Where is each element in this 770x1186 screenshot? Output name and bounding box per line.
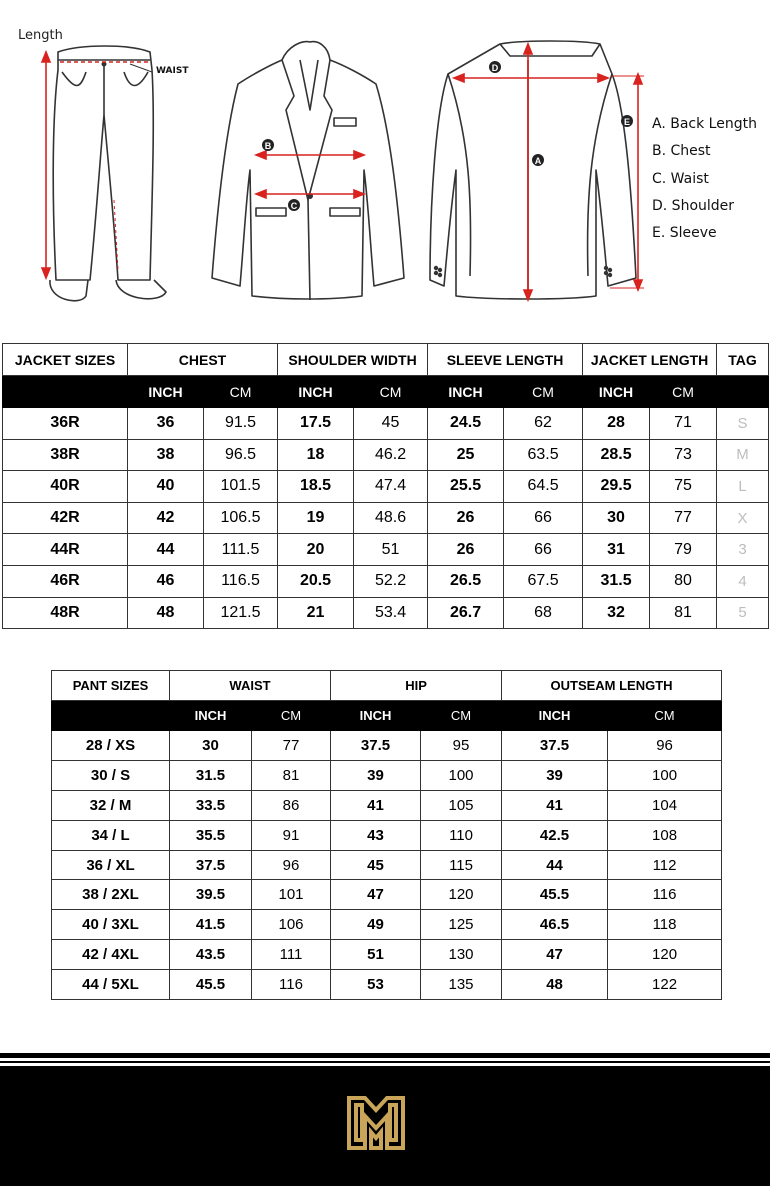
unit-label: INCH	[502, 701, 608, 731]
value-cell: 44	[502, 850, 608, 880]
value-cell: 116.5	[204, 565, 278, 597]
unit-label: CM	[354, 376, 428, 408]
jacket-sizes-header: JACKET SIZES	[3, 344, 128, 376]
tag-cell: 4	[717, 565, 769, 597]
tag-header: TAG	[717, 344, 769, 376]
size-cell: 30 / S	[52, 760, 170, 790]
table-row	[52, 880, 722, 910]
value-cell: 45.5	[502, 880, 608, 910]
value-cell: 31	[583, 534, 650, 566]
value-cell: 17.5	[278, 408, 354, 440]
table-row	[52, 940, 722, 970]
value-cell: 68	[504, 597, 583, 629]
value-cell: 111	[252, 940, 331, 970]
table-row	[52, 820, 722, 850]
value-cell: 48	[502, 970, 608, 1000]
value-cell: 30	[170, 731, 252, 761]
table-row	[3, 565, 769, 597]
tag-cell: L	[717, 471, 769, 503]
value-cell: 46	[128, 565, 204, 597]
value-cell: 46.2	[354, 439, 428, 471]
waist-header: WAIST	[170, 671, 331, 701]
marker-a-label: A	[534, 156, 542, 166]
value-cell: 104	[608, 790, 722, 820]
value-cell: 120	[608, 940, 722, 970]
size-cell: 44 / 5XL	[52, 970, 170, 1000]
unit-blank	[52, 701, 170, 731]
legend-item-chest: B. Chest	[652, 143, 711, 160]
value-cell: 79	[650, 534, 717, 566]
value-cell: 26	[428, 502, 504, 534]
size-cell: 40 / 3XL	[52, 910, 170, 940]
marker-e	[621, 115, 633, 127]
jacket-unit-row	[3, 376, 769, 408]
unit-label: INCH	[331, 701, 421, 731]
size-cell: 36 / XL	[52, 850, 170, 880]
unit-label: CM	[252, 701, 331, 731]
value-cell: 81	[252, 760, 331, 790]
footer-divider	[0, 1053, 770, 1058]
pants-drawing	[50, 46, 166, 301]
unit-label: CM	[608, 701, 722, 731]
marker-d	[489, 61, 501, 73]
value-cell: 80	[650, 565, 717, 597]
value-cell: 116	[252, 970, 331, 1000]
value-cell: 42.5	[502, 820, 608, 850]
unit-label: CM	[504, 376, 583, 408]
value-cell: 75	[650, 471, 717, 503]
table-row	[52, 731, 722, 761]
legend-item-back-length: A. Back Length	[652, 116, 757, 132]
value-cell: 125	[421, 910, 502, 940]
table-row	[3, 408, 769, 440]
value-cell: 108	[608, 820, 722, 850]
value-cell: 51	[331, 940, 421, 970]
value-cell: 25.5	[428, 471, 504, 503]
value-cell: 39.5	[170, 880, 252, 910]
value-cell: 96	[608, 731, 722, 761]
value-cell: 101.5	[204, 471, 278, 503]
legend-item-waist: C. Waist	[652, 170, 709, 187]
table-row	[52, 760, 722, 790]
value-cell: 40	[128, 471, 204, 503]
value-cell: 121.5	[204, 597, 278, 629]
value-cell: 26.7	[428, 597, 504, 629]
marker-b-label: B	[264, 141, 272, 151]
value-cell: 28	[583, 408, 650, 440]
waist-label: WAIST	[156, 66, 189, 76]
table-row	[3, 534, 769, 566]
value-cell: 116	[608, 880, 722, 910]
unit-label: INCH	[170, 701, 252, 731]
value-cell: 45	[354, 408, 428, 440]
value-cell: 25	[428, 439, 504, 471]
value-cell: 41.5	[170, 910, 252, 940]
table-row	[52, 790, 722, 820]
tag-cell: 5	[717, 597, 769, 629]
legend-item-shoulder: D. Shoulder	[652, 197, 735, 214]
chest-header: CHEST	[128, 344, 278, 376]
table-row	[52, 970, 722, 1000]
brand-monogram-icon	[345, 1092, 407, 1154]
value-cell: 91.5	[204, 408, 278, 440]
value-cell: 48	[128, 597, 204, 629]
value-cell: 47	[502, 940, 608, 970]
value-cell: 63.5	[504, 439, 583, 471]
unit-label: INCH	[128, 376, 204, 408]
tag-cell: S	[717, 408, 769, 440]
size-cell: 44R	[3, 534, 128, 566]
value-cell: 45.5	[170, 970, 252, 1000]
marker-c-label: C	[290, 201, 298, 211]
table-row	[3, 439, 769, 471]
value-cell: 45	[331, 850, 421, 880]
value-cell: 41	[331, 790, 421, 820]
value-cell: 130	[421, 940, 502, 970]
value-cell: 31.5	[170, 760, 252, 790]
value-cell: 43.5	[170, 940, 252, 970]
value-cell: 112	[608, 850, 722, 880]
size-cell: 34 / L	[52, 820, 170, 850]
value-cell: 67.5	[504, 565, 583, 597]
value-cell: 71	[650, 408, 717, 440]
value-cell: 120	[421, 880, 502, 910]
size-cell: 46R	[3, 565, 128, 597]
value-cell: 122	[608, 970, 722, 1000]
value-cell: 18	[278, 439, 354, 471]
value-cell: 37.5	[502, 731, 608, 761]
marker-b	[262, 139, 274, 151]
jacket-front-drawing	[212, 42, 404, 300]
value-cell: 86	[252, 790, 331, 820]
value-cell: 26	[428, 534, 504, 566]
value-cell: 51	[354, 534, 428, 566]
table-row	[52, 910, 722, 940]
unit-blank	[3, 376, 128, 408]
value-cell: 35.5	[170, 820, 252, 850]
value-cell: 47.4	[354, 471, 428, 503]
value-cell: 37.5	[331, 731, 421, 761]
length-label: Length	[18, 28, 63, 43]
value-cell: 24.5	[428, 408, 504, 440]
size-cell: 42 / 4XL	[52, 940, 170, 970]
value-cell: 66	[504, 534, 583, 566]
value-cell: 42	[128, 502, 204, 534]
value-cell: 135	[421, 970, 502, 1000]
value-cell: 105	[421, 790, 502, 820]
legend-item-sleeve: E. Sleeve	[652, 225, 717, 242]
value-cell: 28.5	[583, 439, 650, 471]
size-cell: 38 / 2XL	[52, 880, 170, 910]
size-cell: 32 / M	[52, 790, 170, 820]
table-row	[3, 502, 769, 534]
value-cell: 39	[502, 760, 608, 790]
marker-e-label: E	[623, 117, 631, 127]
sleeve-buttons-icon	[434, 266, 612, 277]
value-cell: 46.5	[502, 910, 608, 940]
value-cell: 29.5	[583, 471, 650, 503]
value-cell: 52.2	[354, 565, 428, 597]
footer-divider	[0, 1061, 770, 1063]
value-cell: 81	[650, 597, 717, 629]
unit-blank	[717, 376, 769, 408]
shoulder-width-header: SHOULDER WIDTH	[278, 344, 428, 376]
marker-d-label: D	[491, 63, 499, 73]
pant-size-table	[51, 670, 722, 1000]
value-cell: 118	[608, 910, 722, 940]
value-cell: 39	[331, 760, 421, 790]
size-cell: 28 / XS	[52, 731, 170, 761]
value-cell: 64.5	[504, 471, 583, 503]
value-cell: 73	[650, 439, 717, 471]
value-cell: 36	[128, 408, 204, 440]
tag-cell: X	[717, 502, 769, 534]
value-cell: 41	[502, 790, 608, 820]
measurement-diagram	[0, 0, 770, 320]
value-cell: 43	[331, 820, 421, 850]
value-cell: 106.5	[204, 502, 278, 534]
size-cell: 42R	[3, 502, 128, 534]
value-cell: 48.6	[354, 502, 428, 534]
value-cell: 111.5	[204, 534, 278, 566]
value-cell: 115	[421, 850, 502, 880]
value-cell: 44	[128, 534, 204, 566]
value-cell: 53	[331, 970, 421, 1000]
value-cell: 77	[252, 731, 331, 761]
table-row	[3, 597, 769, 629]
value-cell: 20	[278, 534, 354, 566]
unit-label: INCH	[583, 376, 650, 408]
unit-label: INCH	[428, 376, 504, 408]
value-cell: 106	[252, 910, 331, 940]
unit-label: CM	[204, 376, 278, 408]
jacket-length-header: JACKET LENGTH	[583, 344, 717, 376]
value-cell: 95	[421, 731, 502, 761]
value-cell: 32	[583, 597, 650, 629]
unit-label: CM	[421, 701, 502, 731]
value-cell: 53.4	[354, 597, 428, 629]
value-cell: 30	[583, 502, 650, 534]
jacket-size-table	[2, 343, 769, 629]
value-cell: 19	[278, 502, 354, 534]
value-cell: 20.5	[278, 565, 354, 597]
outseam-length-header: OUTSEAM LENGTH	[502, 671, 722, 701]
size-cell: 38R	[3, 439, 128, 471]
value-cell: 62	[504, 408, 583, 440]
value-cell: 96	[252, 850, 331, 880]
value-cell: 37.5	[170, 850, 252, 880]
size-cell: 48R	[3, 597, 128, 629]
hip-header: HIP	[331, 671, 502, 701]
unit-label: INCH	[278, 376, 354, 408]
tag-cell: 3	[717, 534, 769, 566]
value-cell: 26.5	[428, 565, 504, 597]
pant-sizes-header: PANT SIZES	[52, 671, 170, 701]
value-cell: 18.5	[278, 471, 354, 503]
value-cell: 66	[504, 502, 583, 534]
size-cell: 40R	[3, 471, 128, 503]
value-cell: 21	[278, 597, 354, 629]
value-cell: 100	[608, 760, 722, 790]
pant-header-row	[52, 671, 722, 701]
table-row	[52, 850, 722, 880]
value-cell: 49	[331, 910, 421, 940]
table-row	[3, 471, 769, 503]
value-cell: 96.5	[204, 439, 278, 471]
sleeve-length-header: SLEEVE LENGTH	[428, 344, 583, 376]
value-cell: 47	[331, 880, 421, 910]
pant-unit-row	[52, 701, 722, 731]
value-cell: 110	[421, 820, 502, 850]
value-cell: 38	[128, 439, 204, 471]
marker-c	[288, 199, 300, 211]
value-cell: 33.5	[170, 790, 252, 820]
measurement-legend	[652, 114, 757, 250]
value-cell: 91	[252, 820, 331, 850]
value-cell: 101	[252, 880, 331, 910]
tag-cell: M	[717, 439, 769, 471]
jacket-header-row	[3, 344, 769, 376]
value-cell: 77	[650, 502, 717, 534]
value-cell: 100	[421, 760, 502, 790]
unit-label: CM	[650, 376, 717, 408]
value-cell: 31.5	[583, 565, 650, 597]
marker-a	[532, 154, 544, 166]
size-cell: 36R	[3, 408, 128, 440]
